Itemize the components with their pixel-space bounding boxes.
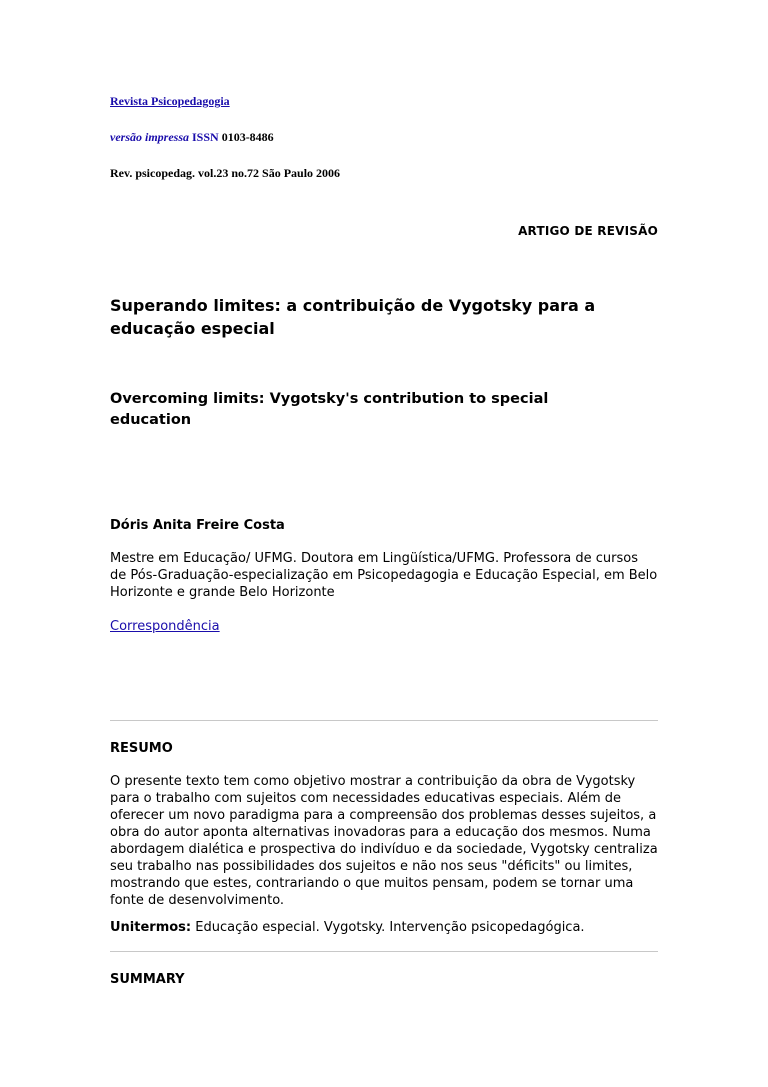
citation-line: Rev. psicopedag. vol.23 no.72 São Paulo 2006 — [110, 166, 341, 180]
article-title-pt: Superando limites: a contribuição de Vygotsky para a educação especial — [110, 296, 596, 338]
journal-name-line — [110, 94, 230, 109]
abstract-heading: RESUMO — [110, 741, 173, 756]
keywords-label: Unitermos: — [110, 920, 192, 935]
issn-number: 0103-8486 — [221, 130, 274, 144]
keywords-line — [110, 919, 585, 936]
print-version-label: versão impressa — [110, 130, 189, 144]
section-divider-bottom — [110, 951, 658, 952]
keywords-text: Educação especial. Vygotsky. Intervenção psicopedagógica. — [195, 920, 585, 935]
article-type-label: ARTIGO DE REVISÃO — [518, 224, 658, 238]
correspondence-line — [110, 617, 220, 635]
article-title-en: Overcoming limits: Vygotsky's contribution to special education — [110, 391, 549, 428]
author-name: Dóris Anita Freire Costa — [110, 518, 285, 533]
section-divider-top — [110, 720, 658, 721]
journal-name-link[interactable]: Revista Psicopedagogia — [110, 94, 230, 108]
issn-line — [110, 130, 274, 145]
document-page — [110, 0, 658, 1087]
issn-label: ISSN — [192, 130, 219, 144]
author-affiliation: Mestre em Educação/ UFMG. Doutora em Lingüística/UFMG. Professora de cursos de Pós-Graduação-especialização em Psicopedagogia e Educação Especial, em Belo Horizonte e grande Belo Horizonte — [110, 551, 658, 600]
correspondence-link[interactable]: Correspondência — [110, 619, 220, 634]
abstract-text: O presente texto tem como objetivo mostrar a contribuição da obra de Vygotsky para o trabalho com sujeitos com necessidades educativas especiais. Além de oferecer um novo paradigma para a compreensão dos problemas desses sujeitos, a obra do autor aponta alternativas inovadoras para a educação dos mesmos. Numa abordagem dialética e prospectiva do indivíduo e da sociedade, Vygotsky centraliza seu trabalho nas possibilidades dos sujeitos e não nos seus "déficits" ou limites, mostrando que estes, contrariando o que muitos pensam, podem se tornar uma fonte de desenvolvimento. — [110, 774, 658, 908]
summary-heading: SUMMARY — [110, 972, 185, 987]
